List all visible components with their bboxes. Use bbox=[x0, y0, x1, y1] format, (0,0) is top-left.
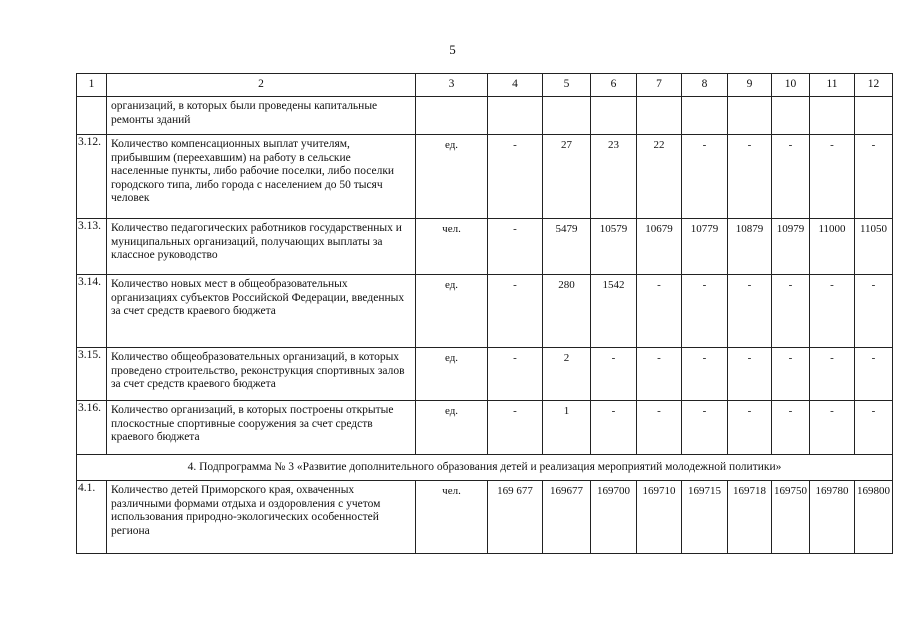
value-cell: 1 bbox=[543, 401, 591, 455]
column-header: 8 bbox=[682, 74, 728, 97]
table-row bbox=[77, 97, 893, 135]
column-header: 2 bbox=[107, 74, 416, 97]
row-number: 3.12. bbox=[77, 135, 107, 219]
page-number: 5 bbox=[449, 42, 456, 57]
value-cell: - bbox=[772, 275, 810, 348]
unit-cell: чел. bbox=[416, 219, 488, 275]
value-cell: 1542 bbox=[591, 275, 637, 348]
value-cell: 23 bbox=[591, 135, 637, 219]
indicator-name: Количество новых мест в общеобразовательных организациях субъектов Российской Федерации, введенных за счет средств краевого бюджета bbox=[107, 275, 416, 348]
column-header: 9 bbox=[728, 74, 772, 97]
value-cell: 10579 bbox=[591, 219, 637, 275]
indicator-name: Количество компенсационных выплат учителям, прибывшим (переехавшим) на работу в сельские населенные пункты, либо рабочие поселки, либо поселки городского типа, либо города с населением до 50 тысяч человек bbox=[107, 135, 416, 219]
value-cell bbox=[637, 97, 682, 135]
value-cell: - bbox=[637, 275, 682, 348]
indicator-name: Количество организаций, в которых построены открытые плоскостные спортивные сооружения за счет средств краевого бюджета bbox=[107, 401, 416, 455]
subprogram-row bbox=[77, 455, 893, 481]
value-cell: - bbox=[488, 275, 543, 348]
value-cell: 169780 bbox=[810, 481, 855, 554]
value-cell: - bbox=[728, 401, 772, 455]
value-cell: 169710 bbox=[637, 481, 682, 554]
row-number: 4.1. bbox=[77, 481, 107, 554]
value-cell: - bbox=[772, 348, 810, 401]
value-cell: - bbox=[637, 401, 682, 455]
indicator-name: организаций, в которых были проведены капитальные ремонты зданий bbox=[107, 97, 416, 135]
row-number: 3.16. bbox=[77, 401, 107, 455]
value-cell: - bbox=[682, 135, 728, 219]
value-cell: - bbox=[682, 275, 728, 348]
value-cell: - bbox=[855, 275, 893, 348]
value-cell: 169750 bbox=[772, 481, 810, 554]
unit-cell: чел. bbox=[416, 481, 488, 554]
table-row bbox=[77, 219, 893, 275]
value-cell: 169800 bbox=[855, 481, 893, 554]
value-cell: 169677 bbox=[543, 481, 591, 554]
value-cell: 10779 bbox=[682, 219, 728, 275]
column-header: 4 bbox=[488, 74, 543, 97]
unit-cell: ед. bbox=[416, 401, 488, 455]
value-cell: - bbox=[810, 275, 855, 348]
table-row bbox=[77, 481, 893, 554]
value-cell: 169718 bbox=[728, 481, 772, 554]
value-cell: 2 bbox=[543, 348, 591, 401]
value-cell: 5479 bbox=[543, 219, 591, 275]
value-cell: - bbox=[772, 401, 810, 455]
table-row bbox=[77, 348, 893, 401]
value-cell: - bbox=[488, 135, 543, 219]
value-cell bbox=[543, 97, 591, 135]
value-cell: - bbox=[810, 401, 855, 455]
value-cell: 10979 bbox=[772, 219, 810, 275]
value-cell bbox=[682, 97, 728, 135]
value-cell: - bbox=[728, 135, 772, 219]
value-cell: - bbox=[637, 348, 682, 401]
value-cell: - bbox=[728, 348, 772, 401]
value-cell bbox=[772, 97, 810, 135]
column-header: 11 bbox=[810, 74, 855, 97]
row-number: 3.13. bbox=[77, 219, 107, 275]
value-cell: 22 bbox=[637, 135, 682, 219]
value-cell: - bbox=[810, 135, 855, 219]
table-row bbox=[77, 135, 893, 219]
value-cell: - bbox=[591, 401, 637, 455]
value-cell: 10679 bbox=[637, 219, 682, 275]
column-header: 7 bbox=[637, 74, 682, 97]
value-cell: - bbox=[488, 401, 543, 455]
value-cell: 169715 bbox=[682, 481, 728, 554]
value-cell: 11050 bbox=[855, 219, 893, 275]
value-cell: - bbox=[591, 348, 637, 401]
value-cell: - bbox=[855, 135, 893, 219]
value-cell bbox=[810, 97, 855, 135]
value-cell: - bbox=[682, 348, 728, 401]
value-cell: 11000 bbox=[810, 219, 855, 275]
value-cell: 280 bbox=[543, 275, 591, 348]
value-cell: - bbox=[855, 348, 893, 401]
value-cell: 169 677 bbox=[488, 481, 543, 554]
row-number: 3.14. bbox=[77, 275, 107, 348]
value-cell bbox=[728, 97, 772, 135]
table-header-row bbox=[77, 74, 893, 97]
unit-cell bbox=[416, 97, 488, 135]
value-cell bbox=[591, 97, 637, 135]
subprogram-title: 4. Подпрограмма № 3 «Развитие дополнительного образования детей и реализация мероприятий молодежной политики» bbox=[77, 455, 893, 481]
column-header: 6 bbox=[591, 74, 637, 97]
value-cell bbox=[488, 97, 543, 135]
indicator-name: Количество общеобразовательных организаций, в которых проведено строительство, реконструкция спортивных залов за счет средств краевого бюджета bbox=[107, 348, 416, 401]
value-cell: - bbox=[488, 348, 543, 401]
unit-cell: ед. bbox=[416, 348, 488, 401]
unit-cell: ед. bbox=[416, 275, 488, 348]
column-header: 3 bbox=[416, 74, 488, 97]
value-cell: 27 bbox=[543, 135, 591, 219]
column-header: 10 bbox=[772, 74, 810, 97]
column-header: 12 bbox=[855, 74, 893, 97]
value-cell: - bbox=[810, 348, 855, 401]
value-cell: - bbox=[488, 219, 543, 275]
value-cell: - bbox=[772, 135, 810, 219]
value-cell: 169700 bbox=[591, 481, 637, 554]
value-cell: 10879 bbox=[728, 219, 772, 275]
value-cell: - bbox=[728, 275, 772, 348]
table-body bbox=[77, 74, 893, 554]
value-cell bbox=[855, 97, 893, 135]
row-number: 3.15. bbox=[77, 348, 107, 401]
value-cell: - bbox=[682, 401, 728, 455]
indicators-table bbox=[76, 73, 893, 554]
indicator-name: Количество педагогических работников государственных и муниципальных организаций, получающих выплаты за классное руководство bbox=[107, 219, 416, 275]
row-number bbox=[77, 97, 107, 135]
unit-cell: ед. bbox=[416, 135, 488, 219]
table-row bbox=[77, 275, 893, 348]
column-header: 1 bbox=[77, 74, 107, 97]
table-row bbox=[77, 401, 893, 455]
value-cell: - bbox=[855, 401, 893, 455]
column-header: 5 bbox=[543, 74, 591, 97]
indicator-name: Количество детей Приморского края, охваченных различными формами отдыха и оздоровления с учетом использования природно-экологических особенностей региона bbox=[107, 481, 416, 554]
